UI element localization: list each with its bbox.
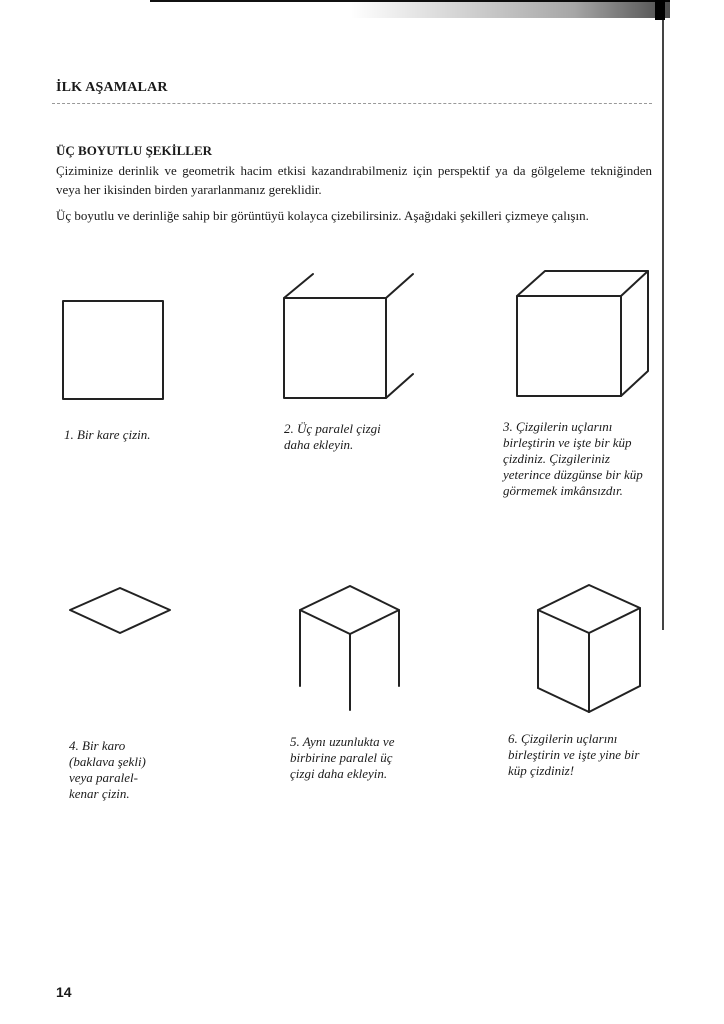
caption-step-3: 3. Çizgilerin uçlarını birleştirin ve işte bir küp çizdiniz. Çizgileriniz yeterince düzgünse bir küp görmemek imkânsızdır. <box>503 419 643 498</box>
caption-step-1: 1. Bir kare çizin. <box>64 427 151 442</box>
caption-step-6: 6. Çizgilerin uçlarını birleştirin ve işte yine bir küp çizdiniz! <box>508 731 640 778</box>
page-number: 14 <box>56 984 72 1000</box>
caption-step-5: 5. Aynı uzunlukta ve birbirine paralel üç çizgi daha ekleyin. <box>290 734 395 781</box>
intro-paragraph: Çiziminize derinlik ve geometrik hacim etkisi kazandırabilmeniz için perspektif ya da gölgeleme tekniğinden veya her ikisinden birden yararlanmanız gereklidir. <box>56 163 652 197</box>
cube-top-face <box>538 585 640 633</box>
cube-bottom-right <box>589 686 640 712</box>
running-header: İLK AŞAMALAR <box>56 80 168 95</box>
caption-step-4: 4. Bir karo (baklava şekli) veya paralel- kenar çizin. <box>69 738 146 801</box>
cube-bottom-left <box>538 688 589 712</box>
caption-step-2: 2. Üç paralel çizgi daha ekleyin. <box>284 421 381 452</box>
section-heading: ÜÇ BOYUTLU ŞEKİLLER <box>56 143 213 158</box>
instruction-paragraph: Üç boyutlu ve derinliğe sahip bir görüntüyü kolayca çizebilirsiniz. Aşağıdaki şekilleri çizmeye çalışın. <box>56 208 589 223</box>
